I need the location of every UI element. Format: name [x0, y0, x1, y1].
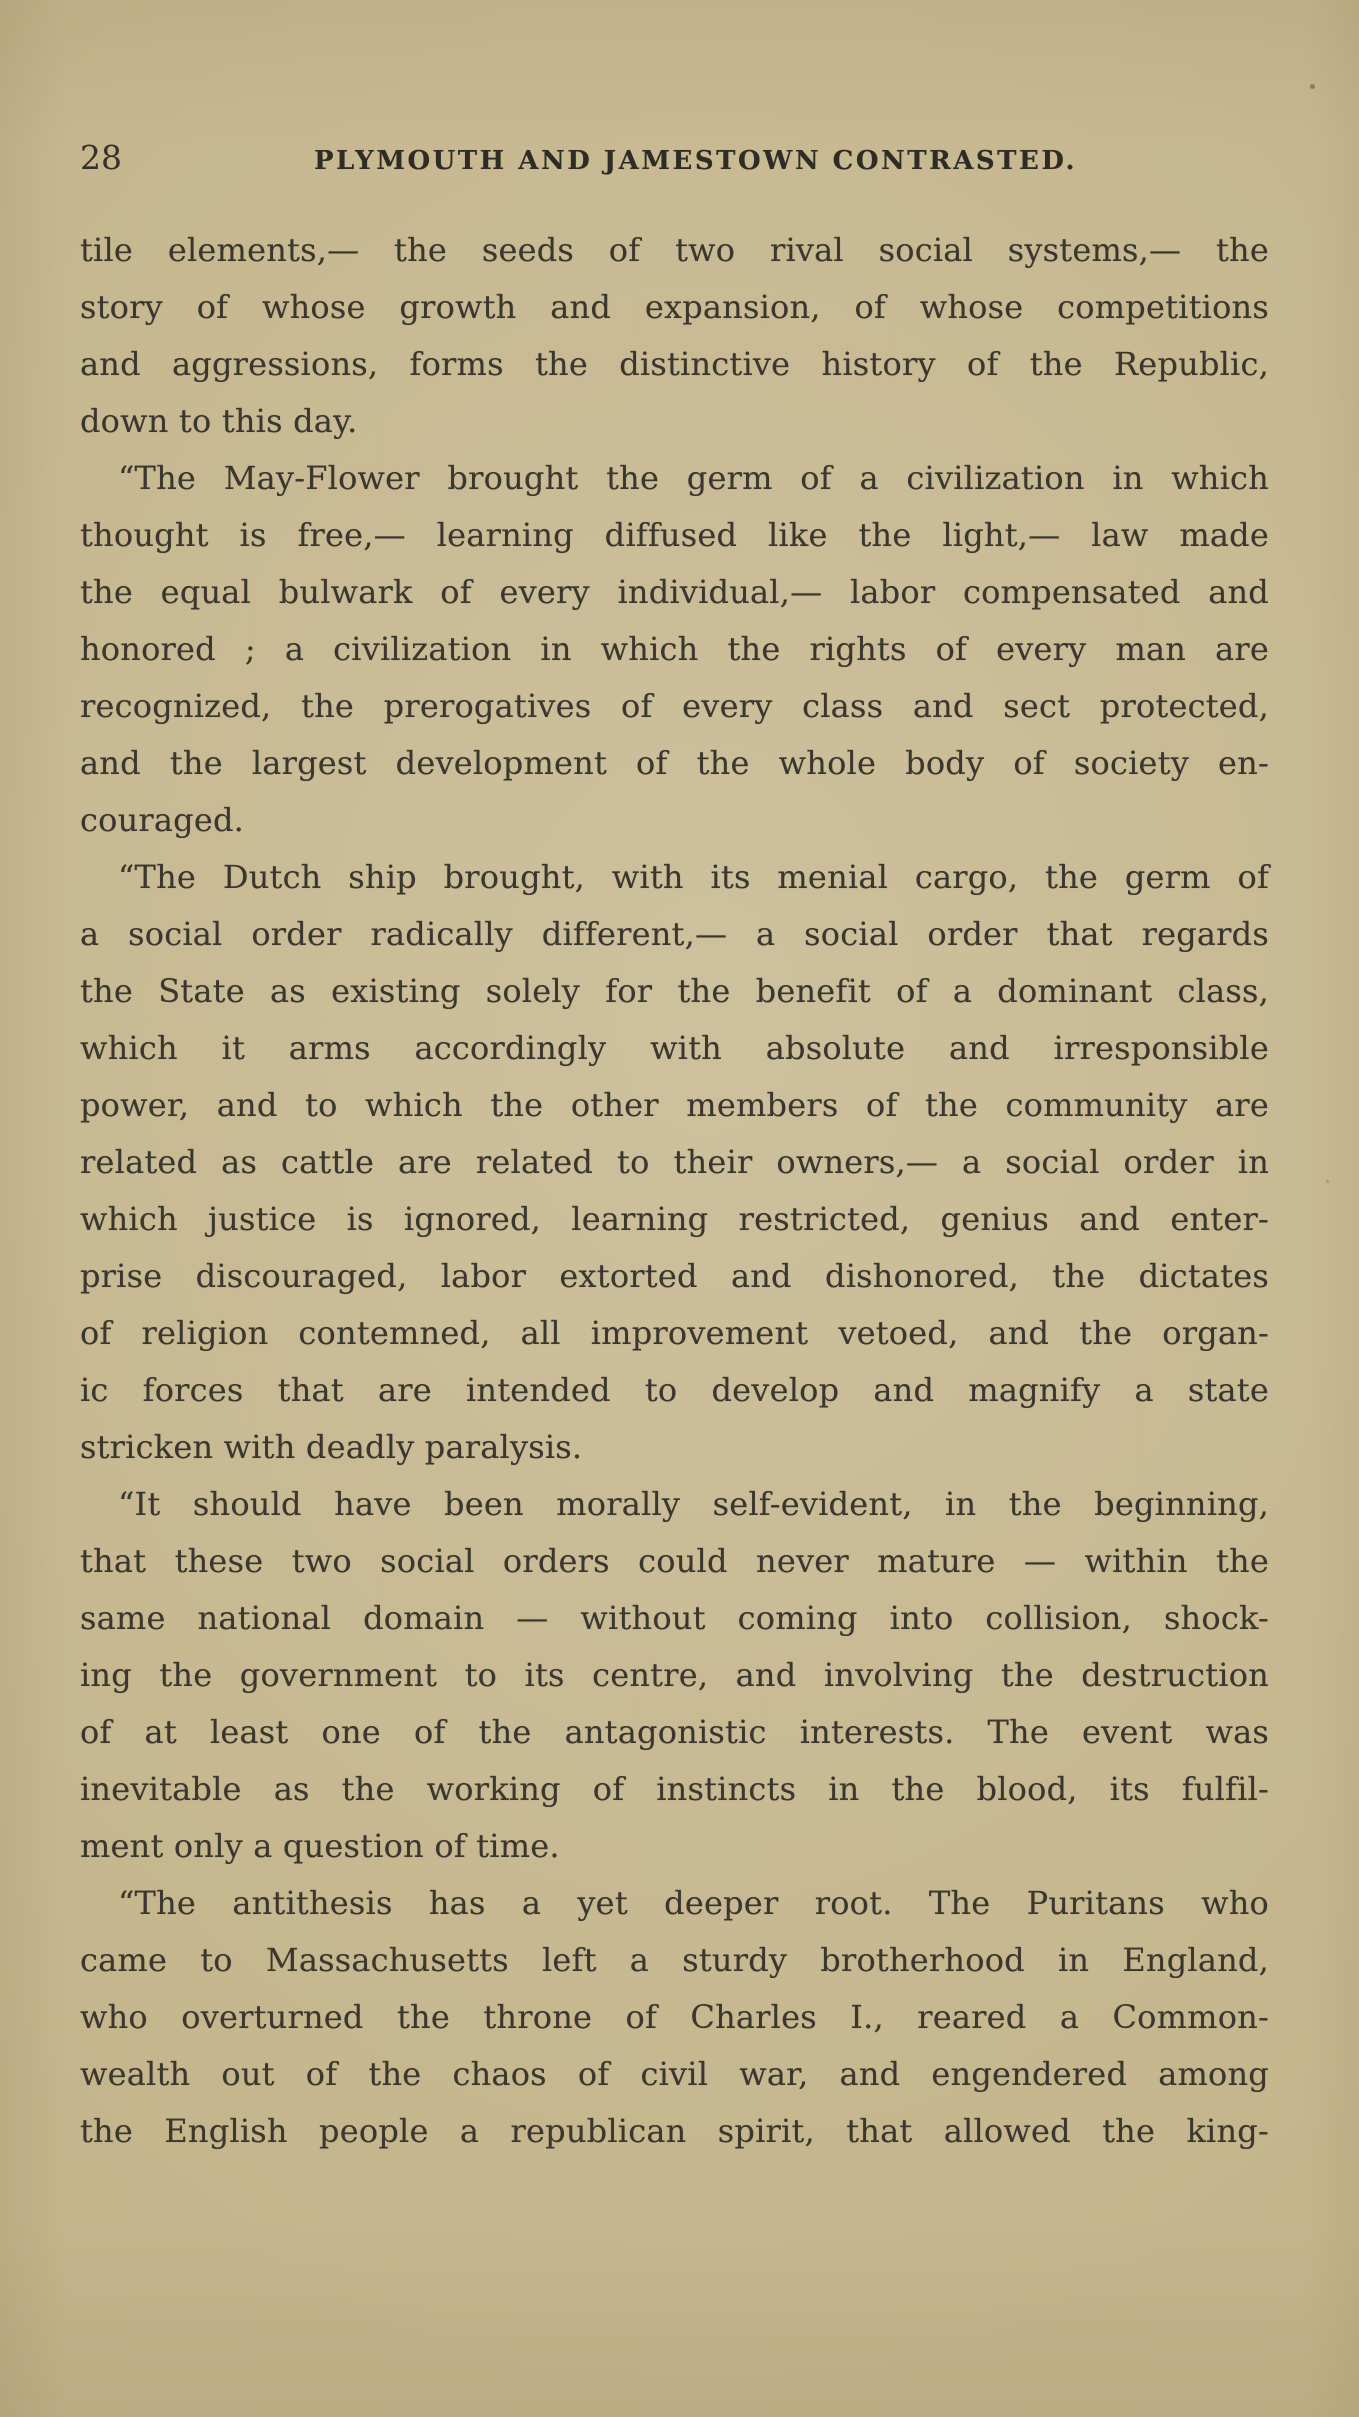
- text-line: story of whose growth and expansion, of whose competitions: [80, 288, 1269, 326]
- paragraph: [80, 222, 1269, 450]
- text-line: same national domain — without coming into collision, shock-: [80, 1599, 1269, 1637]
- running-header-title: PLYMOUTH AND JAMESTOWN CONTRASTED.: [313, 146, 1078, 176]
- text-line: “It should have been morally self-evident, in the beginning,: [118, 1485, 1269, 1523]
- paper-speck: [1310, 84, 1315, 89]
- text-line: couraged.: [80, 801, 245, 839]
- text-line: wealth out of the chaos of civil war, and engendered among: [80, 2055, 1269, 2093]
- text-line: came to Massachusetts left a sturdy brotherhood in England,: [80, 1941, 1269, 1979]
- text-line: a social order radically different,— a social order that regards: [80, 915, 1269, 953]
- text-line: who overturned the throne of Charles I., reared a Common-: [80, 1998, 1269, 2036]
- text-line: the equal bulwark of every individual,— labor compensated and: [80, 573, 1269, 611]
- text-line: power, and to which the other members of the community are: [80, 1086, 1269, 1124]
- text-line: thought is free,— learning diffused like the light,— law made: [80, 516, 1269, 554]
- paragraph: [80, 849, 1269, 1476]
- text-line: stricken with deadly paralysis.: [80, 1428, 583, 1466]
- paragraph: [80, 1476, 1269, 1875]
- text-line: and aggressions, forms the distinctive history of the Republic,: [80, 345, 1269, 383]
- text-line: related as cattle are related to their owners,— a social order in: [80, 1143, 1269, 1181]
- text-line: ment only a question of time.: [80, 1827, 560, 1865]
- text-line: “The antithesis has a yet deeper root. The Puritans who: [118, 1884, 1269, 1922]
- text-line: the English people a republican spirit, that allowed the king-: [80, 2112, 1269, 2150]
- text-line: ing the government to its centre, and involving the destruction: [80, 1656, 1269, 1694]
- text-line: of at least one of the antagonistic interests. The event was: [80, 1713, 1269, 1751]
- text-line: tile elements,— the seeds of two rival social systems,— the: [80, 231, 1269, 269]
- text-line: that these two social orders could never mature — within the: [80, 1542, 1269, 1580]
- text-line: recognized, the prerogatives of every class and sect protected,: [80, 687, 1269, 725]
- paper-speck: [1326, 1180, 1329, 1183]
- page-header: [80, 138, 1269, 177]
- text-line: “The May-Flower brought the germ of a civilization in which: [118, 459, 1269, 497]
- text-line: inevitable as the working of instincts in the blood, its fulfil-: [80, 1770, 1269, 1808]
- text-line: prise discouraged, labor extorted and dishonored, the dictates: [80, 1257, 1269, 1295]
- paragraph: [80, 1875, 1269, 2160]
- text-line: honored ; a civilization in which the rights of every man are: [80, 630, 1269, 668]
- page-body: [80, 222, 1269, 2160]
- text-line: of religion contemned, all improvement vetoed, and the organ-: [80, 1314, 1269, 1352]
- text-line: which justice is ignored, learning restricted, genius and enter-: [80, 1200, 1269, 1238]
- text-line: down to this day.: [80, 402, 358, 440]
- paragraph: [80, 450, 1269, 849]
- page-number: 28: [80, 138, 122, 177]
- text-line: and the largest development of the whole body of society en-: [80, 744, 1269, 782]
- text-line: ic forces that are intended to develop and magnify a state: [80, 1371, 1269, 1409]
- text-line: which it arms accordingly with absolute and irresponsible: [80, 1029, 1269, 1067]
- text-line: the State as existing solely for the benefit of a dominant class,: [80, 972, 1269, 1010]
- text-line: “The Dutch ship brought, with its menial cargo, the germ of: [118, 858, 1269, 896]
